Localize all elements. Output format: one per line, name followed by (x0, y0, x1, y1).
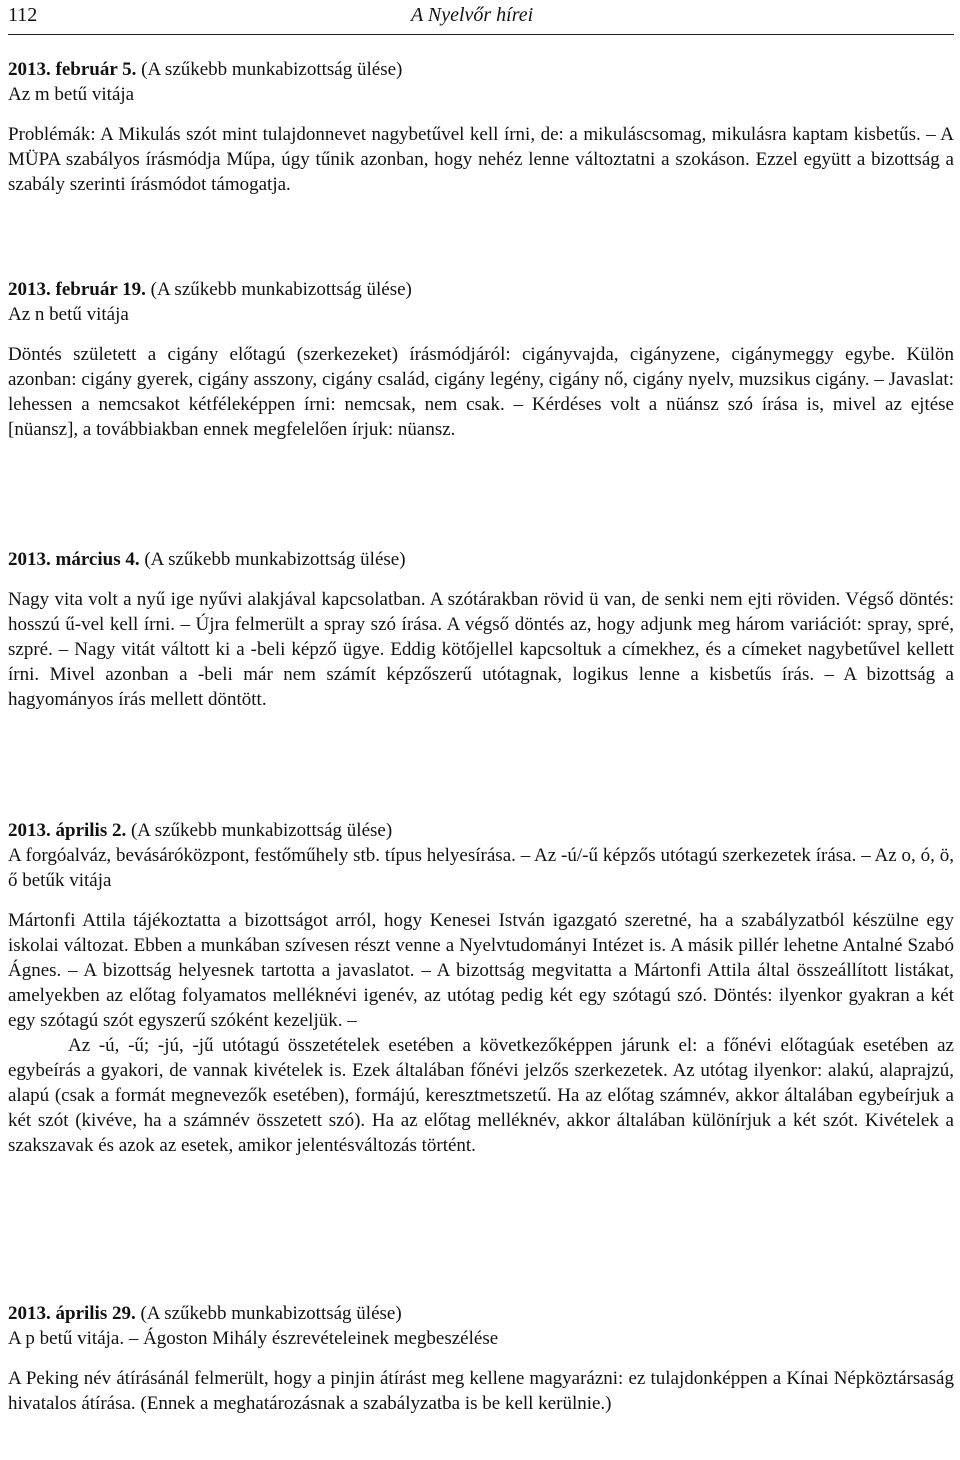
section-heading (8, 818, 954, 843)
section-feb-19 (8, 277, 954, 442)
section-title: (A szűkebb munkabizottság ülése) (130, 820, 393, 841)
section-body-2: Az -ú, -ű; -jú, -jű utótagú összetételek esetében a következőképpen járunk el: a főnévi előtagúak esetében az egybeírás a gyakori, de vannak kivételek is. Ezek általában főnévi jelzős szerkezetek. Az utótag ilyenkor: alakú, alaprajzú, alapú (csak a formát megnevezők esetében), formájú, keresztmetszetű. Ha az előtag számnév, akkor általában egybeírjuk a két szót (kivéve, ha a számnév összetett szó). Ha az előtag melléknév, akkor általában különírjuk a két szót. Kivételek a szakszavak és azok az esetek, amikor jelentésváltozás történt. (8, 1035, 954, 1156)
section-apr-2 (8, 818, 954, 1158)
section-date: 2013. február 19. (8, 279, 146, 300)
section-title: (A szűkebb munkabizottság ülése) (140, 1303, 402, 1324)
section-date: 2013. március 4. (8, 549, 140, 570)
section-feb-5 (8, 57, 954, 197)
section-body: Problémák: A Mikulás szót mint tulajdonnevet nagybetűvel kell írni, de: a mikuláscsomag, mikulásra kaptam kisbetűs. – A MÜPA szabályos írásmódja Műpa, úgy tűnik azonban, hogy nehéz lenne változtatni a szokáson. Ezzel együtt a bizottság a szabály szerinti írásmódot támogatja. (8, 124, 954, 195)
section-heading (8, 1301, 954, 1326)
section-heading (8, 277, 954, 302)
section-heading (8, 57, 954, 82)
section-title: (A szűkebb munkabizottság ülése) (141, 59, 403, 80)
journal-title: A Nyelvőr hírei (411, 4, 534, 26)
section-date: 2013. február 5. (8, 59, 137, 80)
section-title: (A szűkebb munkabizottság ülése) (150, 279, 412, 300)
section-body: A Peking név átírásánál felmerült, hogy a pinjin átírást meg kellene magyarázni: ez tulajdonképpen a Kínai Népköztársaság hivatalos átírása. (Ennek a meghatározásnak a szabályzatba is be kell kerülnie.) (8, 1368, 954, 1414)
section-date: 2013. április 2. (8, 820, 127, 841)
section-subtitle: A p betű vitája. – Ágoston Mihály észrevételeinek megbeszélése (8, 1328, 499, 1349)
page-header (8, 0, 954, 35)
section-heading (8, 547, 954, 572)
section-mar-4 (8, 547, 954, 712)
section-subtitle: A forgóalváz, bevásáróközpont, festőműhely stb. típus helyesírása. – Az -ú/-ű képzős utótagú szerkezetek írása. – Az o, ó, ö, ő betűk vitája (8, 845, 954, 891)
section-subtitle: Az n betű vitája (8, 304, 129, 325)
section-body: Döntés született a cigány előtagú (szerkezeket) írásmódjáról: cigányvajda, cigányzene, cigánymeggy egybe. Külön azonban: cigány gyerek, cigány asszony, cigány család, cigány legény, cigány nő, cigány nyelv, muzsikus cigány. – Javaslat: lehessen a nemcsakot kétféleképpen írni: nemcsak, nem csak. – Kérdéses volt a nüánsz szó írása is, mivel az ejtése [nüansz], a továbbiakban ennek megfelelően írjuk: nüansz. (8, 344, 954, 440)
section-subtitle: Az m betű vitája (8, 84, 135, 105)
section-body: Nagy vita volt a nyű ige nyűvi alakjával kapcsolatban. A szótárakban rövid ü van, de senki nem ejti röviden. Végső döntés: hosszú ű-vel kell írni. – Újra felmerült a spray szó írása. A végső döntés az, hogy adjunk meg három variációt: spray, spré, szpré. – Nagy vitát váltott ki a -beli képző ügye. Eddig kötőjellel kapcsoltuk a címekhez, és a címeket nagybetűvel kellett írni. Mivel azonban a -beli már nem számít képzőszerű utótagnak, logikus lenne a kisbetűs írás. – A bizottság a hagyományos írás mellett döntött. (8, 589, 954, 710)
section-apr-29 (8, 1301, 954, 1416)
section-body: Mártonfi Attila tájékoztatta a bizottságot arról, hogy Kenesei István igazgató szeretné, ha a szabályzatból készülne egy iskolai változat. Ebben a munkában szívesen részt venne a Nyelvtudományi Intézet is. A másik pillér lehetne Antalné Szabó Ágnes. – A bizottság helyesnek tartotta a javaslatot. – A bizottság megvitatta a Mártonfi Attila által összeállított listákat, amelyekben az előtag folyamatos melléknévi igenév, az utótag pedig két egy szótagú szó. Döntés: ilyenkor gyakran a két egy szótagú szót egyszerű szóként kezeljük. – (8, 910, 954, 1031)
section-date: 2013. április 29. (8, 1303, 136, 1324)
page-number: 112 (8, 4, 38, 26)
section-title: (A szűkebb munkabizottság ülése) (144, 549, 406, 570)
